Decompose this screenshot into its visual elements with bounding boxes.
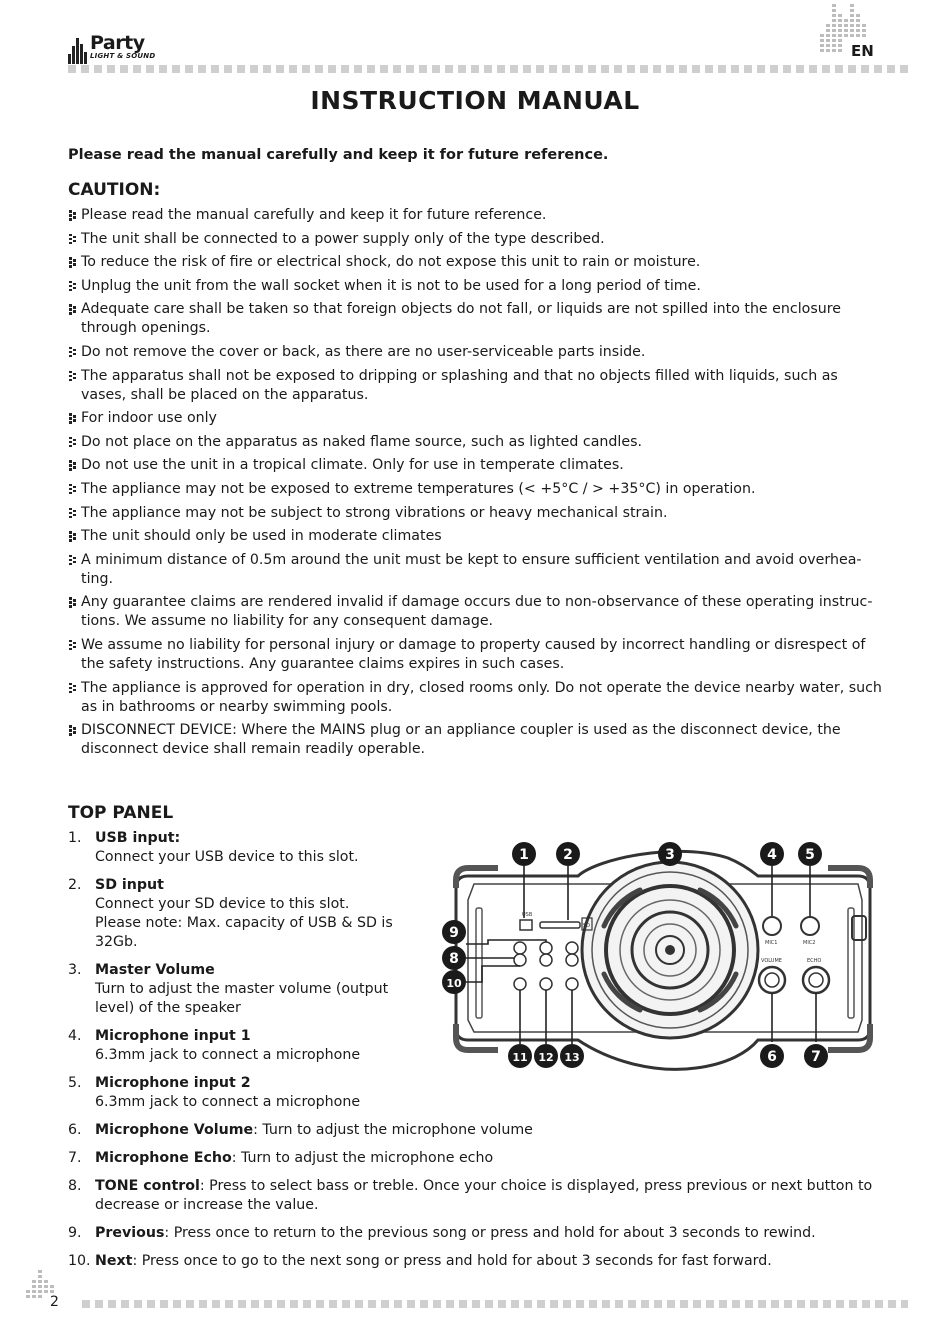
bullet-icon bbox=[69, 725, 77, 736]
caution-item-text: Adequate care shall be taken so that foreign objects do not fall, or liquids are not spilled into the enclosure through openings. bbox=[81, 301, 841, 337]
callout-4 bbox=[760, 842, 784, 866]
callout-label: 6 bbox=[767, 1049, 777, 1065]
caution-item bbox=[68, 551, 883, 589]
bullet-icon bbox=[69, 460, 77, 471]
caution-item bbox=[68, 504, 883, 523]
caution-item-text: Unplug the unit from the wall socket when it is not to be used for a long period of time. bbox=[81, 277, 701, 294]
top-panel-item bbox=[68, 876, 405, 952]
item-number: 5. bbox=[68, 1075, 82, 1091]
callout-label: 10 bbox=[446, 977, 462, 990]
item-description: : Press to select bass or treble. Once your choice is displayed, press previous or next button to decrease or increase the value. bbox=[95, 1178, 873, 1213]
callout-label: 9 bbox=[449, 925, 459, 941]
callout-label: 5 bbox=[805, 847, 815, 863]
callout-11 bbox=[508, 1044, 532, 1068]
item-title: Previous bbox=[95, 1225, 165, 1241]
caution-item bbox=[68, 277, 883, 296]
item-description: Turn to adjust the master volume (output level) of the speaker bbox=[95, 981, 389, 1016]
caution-item-text: The unit should only be used in moderate climates bbox=[81, 528, 442, 545]
language-label: EN bbox=[851, 42, 874, 60]
item-description: 6.3mm jack to connect a microphone bbox=[95, 1047, 361, 1063]
item-description: : Press once to go to the next song or press and hold for about 3 seconds for fast forward. bbox=[132, 1253, 772, 1269]
bullet-icon bbox=[69, 484, 77, 495]
item-number: 4. bbox=[68, 1028, 82, 1044]
bullet-icon bbox=[69, 555, 77, 566]
item-title: Master Volume bbox=[95, 962, 215, 978]
caution-item-text: The appliance may not be exposed to extreme temperatures (< +5°C / > +35°C) in operation. bbox=[81, 480, 756, 497]
caution-item-text: We assume no liability for personal injury or damage to property caused by incorrect handling or disrespect of the safety instructions. Any guarantee claims expires in such cases. bbox=[81, 636, 866, 672]
caution-item bbox=[68, 230, 883, 249]
caution-item-text: Any guarantee claims are rendered invalid if damage occurs due to non-observance of these operating instruc-tions. We assume no liability for any consequent damage. bbox=[81, 594, 873, 630]
bullet-icon bbox=[69, 597, 77, 608]
brand-name: Party bbox=[90, 32, 145, 54]
mic2-label: MIC2 bbox=[803, 940, 816, 946]
caution-item bbox=[68, 679, 883, 717]
bullet-icon bbox=[69, 437, 77, 448]
caution-item bbox=[68, 206, 883, 225]
callout-9 bbox=[442, 920, 466, 944]
bullet-icon bbox=[69, 347, 77, 358]
callout-label: 1 bbox=[519, 847, 529, 863]
caution-item bbox=[68, 343, 883, 362]
caution-item-text: The appliance is approved for operation in dry, closed rooms only. Do not operate the device nearby water, such as in bathrooms or nearby swimming pools. bbox=[81, 679, 882, 715]
caution-item bbox=[68, 456, 883, 475]
caution-item-text: The appliance may not be subject to strong vibrations or heavy mechanical strain. bbox=[81, 504, 668, 521]
top-panel-item bbox=[68, 829, 405, 867]
item-number: 8. bbox=[68, 1178, 82, 1194]
caution-list bbox=[68, 206, 883, 764]
callout-10 bbox=[442, 970, 466, 994]
caution-item bbox=[68, 593, 883, 631]
bullet-icon bbox=[69, 234, 77, 245]
item-description: : Press once to return to the previous song or press and hold for about 3 seconds to rewind. bbox=[164, 1225, 816, 1241]
caution-heading: CAUTION: bbox=[68, 180, 161, 200]
item-title: Next bbox=[95, 1253, 133, 1269]
caution-item bbox=[68, 300, 883, 338]
caution-item-text: Do not remove the cover or back, as there are no user-serviceable parts inside. bbox=[81, 343, 646, 360]
item-number: 1. bbox=[68, 830, 82, 846]
caution-item-text: The apparatus shall not be exposed to dripping or splashing and that no objects filled with liquids, such as vases, shall be placed on the apparatus. bbox=[81, 367, 838, 403]
brand-subtitle: LIGHT & SOUND bbox=[90, 52, 156, 60]
top-panel-item bbox=[68, 1027, 405, 1065]
caution-item bbox=[68, 721, 883, 759]
top-panel-diagram bbox=[428, 828, 898, 1080]
item-description: Connect your USB device to this slot. bbox=[95, 849, 359, 865]
item-title: TONE control bbox=[95, 1178, 200, 1194]
item-title: Microphone Volume bbox=[95, 1122, 254, 1138]
callout-5 bbox=[798, 842, 822, 866]
caution-item bbox=[68, 480, 883, 499]
volume-label: VOLUME bbox=[761, 958, 782, 964]
callout-2 bbox=[556, 842, 580, 866]
item-description: 6.3mm jack to connect a microphone bbox=[95, 1094, 361, 1110]
top-panel-heading: TOP PANEL bbox=[68, 803, 174, 823]
header-divider bbox=[68, 65, 908, 73]
callout-label: 7 bbox=[811, 1049, 821, 1065]
item-title: Microphone input 2 bbox=[95, 1075, 251, 1091]
caution-item bbox=[68, 433, 883, 452]
callout-7 bbox=[804, 1044, 828, 1068]
top-panel-item bbox=[68, 1252, 888, 1271]
top-panel-item bbox=[68, 1177, 888, 1215]
item-number: 6. bbox=[68, 1122, 82, 1138]
caution-item bbox=[68, 527, 883, 546]
callout-1 bbox=[512, 842, 536, 866]
top-panel-item bbox=[68, 961, 405, 1018]
page-number: 2 bbox=[50, 1294, 59, 1310]
item-title: SD input bbox=[95, 877, 164, 893]
caution-item-text: To reduce the risk of fire or electrical shock, do not expose this unit to rain or moisture. bbox=[81, 254, 701, 271]
top-panel-item bbox=[68, 1224, 888, 1243]
item-number: 9. bbox=[68, 1225, 82, 1241]
callout-8 bbox=[442, 946, 466, 970]
usb-label: USB bbox=[522, 912, 533, 918]
item-title: USB input: bbox=[95, 830, 181, 846]
footer-divider bbox=[82, 1300, 908, 1308]
item-description: : Turn to adjust the microphone echo bbox=[231, 1150, 494, 1166]
echo-label: ECHO bbox=[807, 958, 822, 964]
callout-3 bbox=[658, 842, 682, 866]
bullet-icon bbox=[69, 210, 77, 221]
callout-label: 8 bbox=[449, 951, 459, 967]
caution-item bbox=[68, 367, 883, 405]
page-title: INSTRUCTION MANUAL bbox=[310, 86, 640, 115]
bullet-icon bbox=[69, 508, 77, 519]
callout-6 bbox=[760, 1044, 784, 1068]
caution-item-text: Please read the manual carefully and keep it for future reference. bbox=[81, 207, 547, 223]
item-number: 7. bbox=[68, 1150, 82, 1166]
item-number: 10. bbox=[68, 1253, 91, 1269]
bullet-icon bbox=[69, 281, 77, 292]
caution-item-text: DISCONNECT DEVICE: Where the MAINS plug or an appliance coupler is used as the disconnect device, the disconnect device shall remain readily operable. bbox=[81, 722, 841, 758]
mic1-label: MIC1 bbox=[765, 940, 778, 946]
item-number: 3. bbox=[68, 962, 82, 978]
caution-item-text: Do not use the unit in a tropical climate. Only for use in temperate climates. bbox=[81, 457, 624, 474]
callout-label: 4 bbox=[767, 847, 777, 863]
item-description: Connect your SD device to this slot. bbox=[95, 896, 350, 912]
item-title: Microphone Echo bbox=[95, 1150, 232, 1166]
caution-item-text: Do not place on the apparatus as naked flame source, such as lighted candles. bbox=[81, 433, 642, 450]
caution-item-text: The unit shall be connected to a power supply only of the type described. bbox=[81, 230, 605, 247]
bullet-icon bbox=[69, 640, 77, 651]
item-title: Microphone input 1 bbox=[95, 1028, 251, 1044]
callout-13 bbox=[560, 1044, 584, 1068]
bullet-icon bbox=[69, 413, 77, 424]
item-description: Please note: Max. capacity of USB & SD is 32Gb. bbox=[95, 915, 393, 950]
callout-label: 13 bbox=[564, 1051, 580, 1064]
bullet-icon bbox=[69, 257, 77, 268]
intro-text: Please read the manual carefully and keep it for future reference. bbox=[68, 147, 609, 163]
caution-item bbox=[68, 636, 883, 674]
bullet-icon bbox=[69, 683, 77, 694]
callout-label: 2 bbox=[563, 847, 573, 863]
caution-item-text: For indoor use only bbox=[81, 410, 217, 427]
caution-item bbox=[68, 409, 883, 428]
top-panel-item bbox=[68, 1074, 405, 1112]
item-number: 2. bbox=[68, 877, 82, 893]
brand-logo bbox=[68, 30, 188, 64]
callout-label: 3 bbox=[665, 847, 675, 863]
bullet-icon bbox=[69, 304, 77, 315]
caution-item-text: A minimum distance of 0.5m around the unit must be kept to ensure sufficient ventilation and avoid overhea-ting. bbox=[81, 551, 862, 587]
callout-label: 12 bbox=[538, 1051, 554, 1064]
top-panel-item bbox=[68, 1121, 888, 1140]
caution-item bbox=[68, 253, 883, 272]
bullet-icon bbox=[69, 371, 77, 382]
bullet-icon bbox=[69, 531, 77, 542]
sd-label: SD bbox=[583, 923, 591, 929]
item-description: : Turn to adjust the microphone volume bbox=[253, 1122, 533, 1138]
callout-12 bbox=[534, 1044, 558, 1068]
callout-label: 11 bbox=[512, 1051, 528, 1064]
top-panel-item bbox=[68, 1149, 888, 1168]
